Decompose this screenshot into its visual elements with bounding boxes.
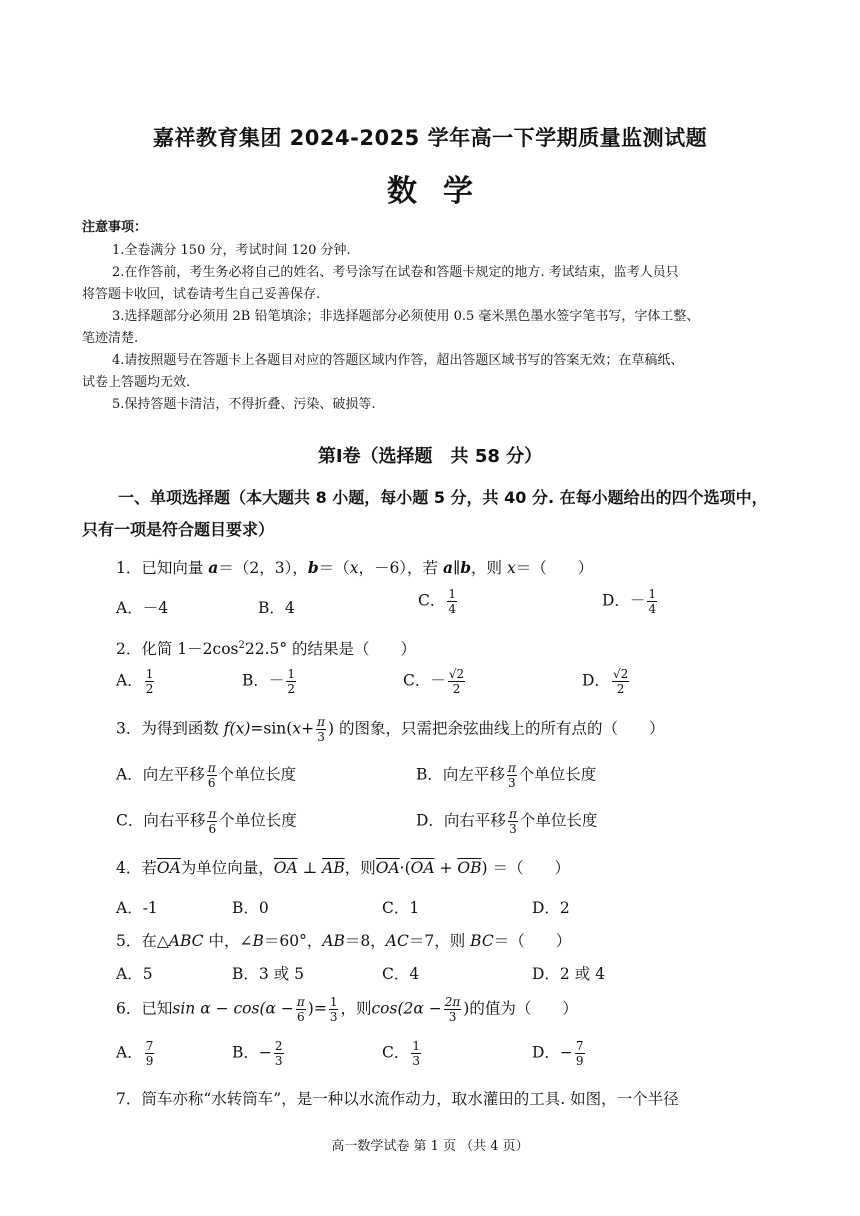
fraction-numerator: 7 — [575, 1039, 584, 1053]
q1-option-d-fraction — [647, 588, 657, 615]
fraction-denominator: 3 — [274, 1054, 283, 1068]
question-2 — [116, 637, 416, 659]
q5-text: ＝7，则 — [408, 932, 471, 950]
q3-option-d-fraction — [508, 808, 518, 835]
q4-vector-ab: $\overline{AB}$ — [322, 859, 345, 877]
fraction-denominator: 3 — [329, 1010, 338, 1024]
exam-title: 嘉祥教育集团 2024-2025 学年高一下学期质量监测试题 — [152, 126, 708, 150]
q1-option-d-label: D．－ — [602, 591, 646, 610]
fraction-denominator: 6 — [208, 822, 217, 836]
fraction-denominator: 2 — [287, 682, 296, 696]
q5-option-a: A．5 — [116, 965, 153, 983]
q6-option-c-label: C． — [382, 1043, 410, 1062]
subject-title: 数学 — [387, 174, 499, 209]
fraction-denominator: 4 — [448, 602, 457, 616]
q6-expression: cos(2α − — [371, 999, 442, 1018]
q1-parallel: ∥ — [453, 559, 461, 577]
q1-var-a: a — [442, 558, 454, 577]
notice-item: 笔迹清楚. — [82, 331, 139, 346]
fraction-numerator: 1 — [448, 587, 457, 601]
q1-var-x: x — [506, 559, 516, 577]
q4-text: + — [434, 859, 458, 877]
q3-option-a-label: A．向左平移 — [116, 765, 205, 784]
fraction-denominator: 6 — [207, 776, 216, 790]
fraction-numerator: 2π — [444, 995, 461, 1009]
q1-text: ＝（ — [318, 559, 350, 577]
q1-option-c-fraction — [447, 588, 457, 615]
q3-option-c — [116, 808, 297, 835]
q3-option-b-label: B．向左平移 — [416, 765, 505, 784]
fraction-denominator: 2 — [145, 682, 154, 696]
q5-option-d: D．2 或 4 — [532, 965, 606, 983]
fraction-numerator: 1 — [287, 667, 296, 681]
q3-option-d-label: D．向右平移 — [416, 811, 506, 830]
q6-option-a-fraction — [145, 1040, 155, 1067]
q3-option-d-text: 个单位长度 — [519, 811, 598, 830]
q2-option-c — [403, 668, 467, 695]
fraction-numerator: 7 — [145, 1039, 154, 1053]
fraction-denominator: 2 — [616, 682, 625, 696]
q6-expression: ) — [463, 999, 470, 1018]
q4-option-a: A．-1 — [116, 899, 158, 917]
q6-fraction — [444, 996, 462, 1023]
q6-fraction — [329, 996, 339, 1023]
q1-option-a: A．－4 — [116, 599, 169, 617]
q2-option-d — [582, 668, 631, 695]
q5-angle: B — [252, 932, 264, 950]
q3-option-c-label: C．向右平移 — [116, 811, 206, 830]
q6-option-d — [532, 1040, 587, 1067]
fraction-numerator: π — [317, 715, 325, 729]
q3-var-x: x — [292, 719, 302, 738]
q3-option-a — [116, 762, 296, 789]
fraction-numerator: π — [296, 995, 305, 1009]
q5-text: 中，∠ — [203, 932, 253, 950]
q1-var-a: a — [208, 558, 219, 577]
q3-text: 3．为得到函数 — [116, 719, 224, 738]
q6-option-b-label: B．− — [232, 1043, 272, 1062]
q6-text: ，则 — [340, 999, 372, 1018]
q2-exponent: 2 — [238, 639, 245, 651]
q2-option-b — [242, 668, 298, 695]
q5-text: ＝8， — [344, 932, 386, 950]
q4-text: ) ＝（ ） — [481, 859, 570, 877]
q3-text: =sin( — [250, 719, 293, 738]
q6-option-d-label: D．− — [532, 1043, 573, 1062]
fraction-denominator: 3 — [317, 730, 325, 744]
q2-option-d-fraction — [612, 668, 629, 695]
fraction-numerator: 1 — [145, 667, 154, 681]
q1-option-b: B．4 — [258, 599, 295, 617]
q2-option-a-label: A． — [116, 671, 143, 690]
q4-option-b: B．0 — [232, 899, 269, 917]
q3-text: + — [301, 719, 315, 738]
notice-item: 1.全卷满分 150 分，考试时间 120 分钟. — [112, 243, 351, 258]
notice-item: 3.选择题部分必须用 2B 铅笔填涂；非选择题部分必须使用 0.5 毫米黑色墨水签字笔书写，字体工整、 — [112, 309, 700, 324]
q3-text: 的图象，只需把余弦曲线上的所有点的（ ） — [334, 719, 665, 738]
part-instructions — [82, 482, 782, 546]
q4-text: 为单位向量， — [180, 859, 274, 877]
q4-option-d: D．2 — [532, 899, 570, 917]
fraction-numerator: π — [507, 761, 516, 775]
q2-text: 22.5° 的结果是（ ） — [244, 640, 417, 658]
q6-expression: )= — [307, 999, 327, 1018]
fraction-denominator: 6 — [297, 1010, 305, 1024]
q1-option-c — [418, 588, 459, 615]
q2-option-a-fraction — [145, 668, 155, 695]
q3-option-a-fraction — [207, 762, 217, 789]
question-3 — [116, 716, 664, 743]
q4-vector-oa: $\overline{OA}$ — [273, 859, 298, 877]
question-7: 7．筒车亦称“水转筒车”，是一种以水流作动力，取水灌田的工具. 如图，一个半径 — [116, 1090, 679, 1108]
page-footer: 高一数学试卷 第 1 页 （共 4 页） — [331, 1139, 529, 1154]
q2-option-a — [116, 668, 156, 695]
q3-option-a-text: 个单位长度 — [218, 765, 297, 784]
q6-option-a — [116, 1040, 156, 1067]
q4-option-c: C．1 — [382, 899, 420, 917]
q3-option-b — [416, 762, 596, 789]
notice-item: 4.请按照题号在答题卡上各题目对应的答题区域内作答，超出答题区域书写的答案无效；在草稿纸、 — [112, 353, 684, 368]
fraction-numerator: π — [508, 807, 517, 821]
fraction-numerator: 2 — [274, 1039, 283, 1053]
q3-option-b-fraction — [507, 762, 517, 789]
q1-option-c-label: C． — [418, 591, 446, 610]
q6-option-b-fraction — [274, 1040, 284, 1067]
part-line-1: 一、单项选择题（本大题共 8 小题，每小题 5 分，共 40 分. 在每小题给出的四个选项中， — [118, 488, 768, 507]
q5-text: 5．在△ — [116, 932, 169, 950]
q5-side: BC — [470, 932, 494, 950]
fraction-numerator: √2 — [612, 667, 629, 681]
fraction-denominator: 3 — [412, 1054, 421, 1068]
notice-list — [82, 240, 782, 416]
fraction-denominator: 3 — [509, 822, 517, 836]
q2-option-b-fraction — [286, 668, 296, 695]
fraction-denominator: 4 — [648, 602, 657, 616]
q5-side: AB — [322, 932, 345, 950]
notice-item: 5.保持答题卡清洁，不得折叠、污染、破损等. — [112, 397, 376, 412]
q4-vector-oa: $\overline{OA}$ — [375, 859, 400, 877]
question-1 — [116, 556, 593, 578]
q6-option-b — [232, 1040, 286, 1067]
q5-text: ＝（ ） — [493, 932, 572, 950]
q5-option-c: C．4 — [382, 965, 420, 983]
q2-option-c-label: C．－ — [403, 671, 446, 690]
q1-text: ，则 — [471, 559, 507, 577]
q2-option-d-label: D． — [582, 671, 610, 690]
q2-text: 2．化简 1－2cos — [116, 640, 239, 658]
q5-triangle: ABC — [168, 932, 204, 950]
q5-text: ＝60°， — [263, 932, 323, 950]
q1-text: 1．已知向量 — [116, 559, 209, 577]
q6-text: 的值为（ ） — [469, 999, 578, 1018]
q1-text: ＝（2，3）， — [218, 559, 308, 577]
q1-option-d — [602, 588, 659, 615]
q5-option-b: B．3 或 5 — [232, 965, 304, 983]
q4-text: ·( — [399, 859, 411, 877]
notice-heading: 注意事项： — [82, 220, 148, 235]
fraction-denominator: 2 — [452, 682, 461, 696]
q3-text: ) — [327, 719, 335, 738]
question-4 — [116, 856, 570, 878]
q3-option-c-fraction — [207, 808, 217, 835]
q1-text: ＝（ ） — [515, 559, 594, 577]
fraction-denominator: 3 — [448, 1010, 457, 1024]
section-title: 第Ⅰ卷（选择题 共 58 分） — [317, 446, 543, 467]
notice-item: 试卷上答题均无效. — [82, 375, 191, 390]
q1-var-b: b — [307, 558, 319, 577]
fraction-numerator: √2 — [448, 667, 465, 681]
q3-fraction — [316, 716, 326, 743]
fraction-denominator: 3 — [508, 776, 516, 790]
q6-option-c-fraction — [411, 1040, 421, 1067]
q6-expression: sin α − cos(α − — [172, 999, 294, 1018]
q4-vector-ob: $\overline{OB}$ — [457, 859, 482, 877]
fraction-denominator: 9 — [575, 1054, 584, 1068]
q3-option-c-text: 个单位长度 — [219, 811, 297, 830]
part-line-2: 只有一项是符合题目要求） — [82, 520, 275, 539]
q3-function: f(x) — [223, 719, 251, 738]
question-5 — [116, 929, 571, 951]
q6-option-d-fraction — [575, 1040, 585, 1067]
q3-option-b-text: 个单位长度 — [518, 765, 597, 784]
q4-perp: ⊥ — [297, 859, 323, 877]
fraction-denominator: 9 — [145, 1054, 154, 1068]
q5-side: AC — [385, 932, 409, 950]
q4-vector-oa: $\overline{OA}$ — [410, 859, 435, 877]
notice-item: 将答题卡收回，试卷请考生自己妥善保存. — [82, 287, 321, 302]
q2-option-b-label: B．－ — [242, 671, 285, 690]
q4-vector-oa: $\overline{OA}$ — [156, 859, 181, 877]
q4-text: 4．若 — [116, 859, 157, 877]
fraction-numerator: π — [207, 761, 216, 775]
fraction-numerator: π — [208, 807, 217, 821]
q4-text: ，则 — [344, 859, 376, 877]
notice-item: 2.在作答前，考生务必将自己的姓名、考号涂写在试卷和答题卡规定的地方. 考试结束，监考人员只 — [112, 265, 679, 280]
q6-fraction — [296, 996, 306, 1023]
fraction-numerator: 1 — [329, 995, 338, 1009]
q3-option-d — [416, 808, 597, 835]
q2-option-c-fraction — [448, 668, 465, 695]
q6-option-c — [382, 1040, 423, 1067]
q6-text: 6．已知 — [116, 999, 173, 1018]
question-6 — [116, 996, 578, 1023]
fraction-numerator: 1 — [412, 1039, 421, 1053]
fraction-numerator: 1 — [648, 587, 657, 601]
q1-var-x: x — [349, 559, 359, 577]
q1-var-b: b — [460, 558, 472, 577]
q6-option-a-label: A． — [116, 1043, 143, 1062]
q1-text: ，－6），若 — [358, 559, 443, 577]
